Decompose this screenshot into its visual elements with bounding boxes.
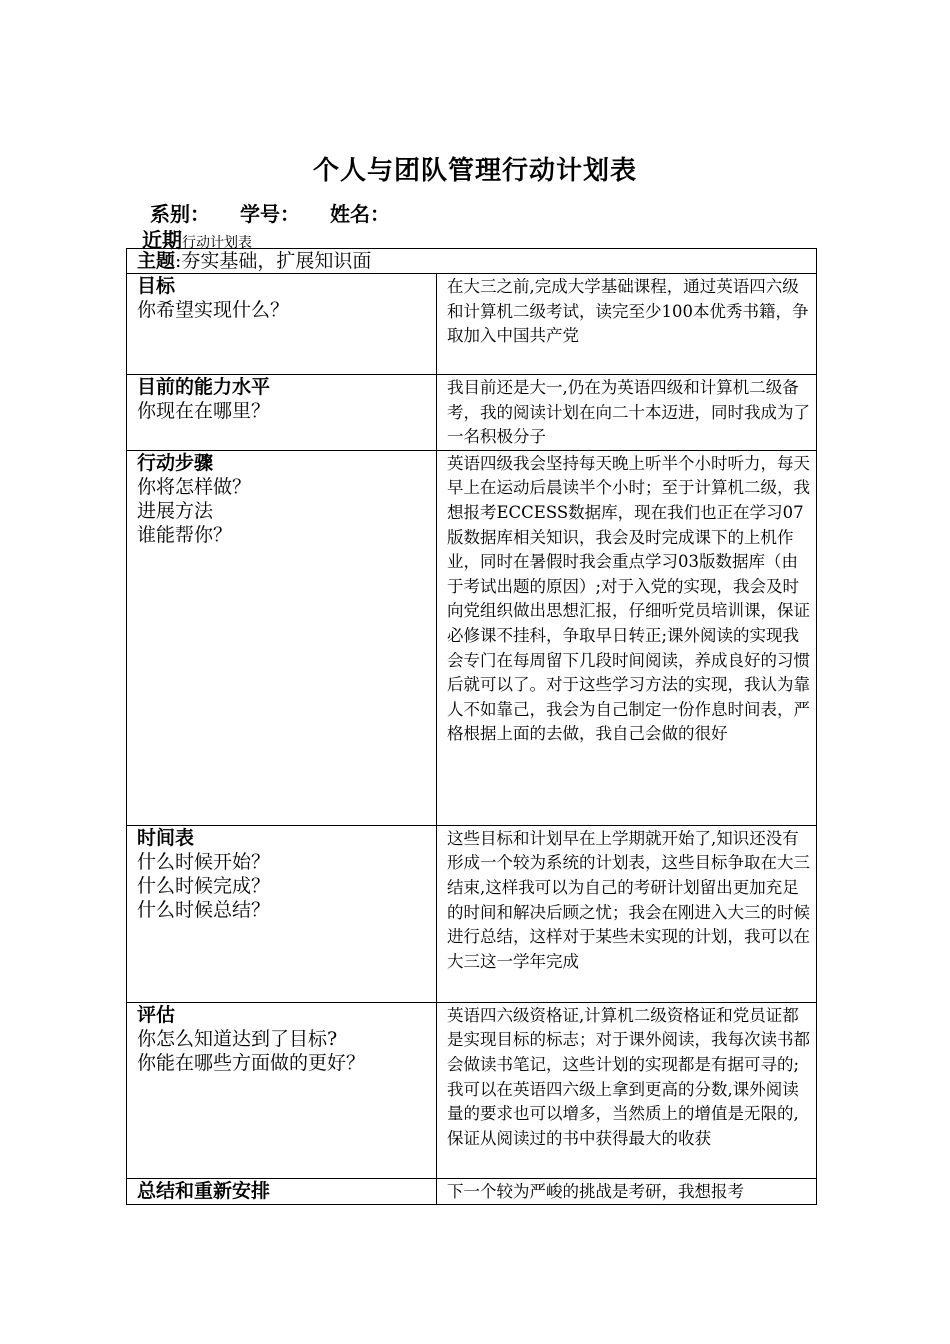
row-heading: 评估 [137, 1003, 176, 1026]
row-question: 你将怎样做？ [137, 475, 252, 498]
period-label: 近期 [142, 228, 182, 252]
evaluation-answer: 英语四六级资格证,计算机二级资格证和党员证都是实现目标的标志；对于课外阅读，我每次读书都会做读书笔记，这些计划的实现都是有据可寻的;我可以在英语四六级上拿到更高的分数,课外阅读量的要求也可以增多，当然质上的增值是无限的,保证从阅读过的书中获得最大的收获 [437, 1002, 817, 1178]
row-heading: 行动步骤 [137, 451, 214, 474]
row-question: 进展方法 [137, 499, 214, 522]
document-title: 个人与团队管理行动计划表 [312, 156, 637, 186]
goal-answer: 在大三之前,完成大学基础课程，通过英语四六级和计算机二级考试，读完至少100本优秀书籍，争取加入中国共产党 [437, 274, 817, 375]
summary-row [127, 1178, 817, 1205]
timetable-answer: 这些目标和计划早在上学期就开始了,知识还没有形成一个较为系统的计划表，这些目标争取在大三结束,这样我可以为自己的考研计划留出更加充足的时间和解决后顾之忧；我会在刚进入大三的时候进行总结，这样对于某些未实现的计划，我可以在大三这一学年完成 [437, 825, 817, 1002]
evaluation-row [127, 1002, 817, 1178]
row-question: 你怎么知道达到了目标? [137, 1027, 338, 1050]
theme-row [127, 249, 817, 274]
name-label: 姓名： [330, 202, 390, 226]
department-label: 系别： [150, 202, 210, 226]
theme-label: 主题 [137, 250, 176, 272]
row-question: 谁能帮你？ [137, 523, 233, 546]
row-question: 什么时候开始？ [137, 850, 271, 873]
summary-answer: 下一个较为严峻的挑战是考研，我想报考 [437, 1178, 817, 1205]
ability-prompt-cell [127, 375, 437, 451]
row-heading: 目标 [137, 275, 176, 297]
theme-cell [127, 249, 817, 274]
row-question: 什么时候完成？ [137, 874, 271, 897]
row-heading: 时间表 [137, 826, 195, 849]
action-steps-row [127, 450, 817, 825]
evaluation-prompt-cell [127, 1002, 437, 1178]
summary-prompt-cell [127, 1178, 437, 1205]
student-info-line [150, 198, 420, 227]
ability-row [127, 375, 817, 451]
theme-value: :夯实基础，扩展知识面 [175, 250, 372, 272]
row-heading: 目前的能力水平 [137, 376, 271, 398]
timetable-prompt-cell [127, 825, 437, 1002]
row-question: 你希望实现什么？ [137, 299, 290, 321]
goal-prompt-cell [127, 274, 437, 375]
row-heading: 总结和重新安排 [137, 1179, 271, 1202]
row-question: 你现在在哪里？ [137, 400, 271, 422]
row-question: 你能在哪些方面做的更好？ [137, 1051, 366, 1074]
ability-answer: 我目前还是大一,仍在为英语四级和计算机二级备考，我的阅读计划在向二十本迈进，同时我成为了一名积极分子 [437, 375, 817, 451]
action-steps-answer: 英语四级我会坚持每天晚上听半个小时听力，每天早上在运动后晨读半个小时；至于计算机二级，我想报考ECCESS数据库，现在我们也正在学习07版数据库相关知识，我会及时完成课下的上机作业，同时在暑假时我会重点学习03版数据库（由于考试出题的原因）;对于入党的实现，我会及时向党组织做出思想汇报，仔细听党员培训课，保证必修课不挂科，争取早日转正;课外阅读的实现我会专门在每周留下几段时间阅读，养成良好的习惯后就可以了。对于这些学习方法的实现，我认为靠人不如靠己，我会为自己制定一份作息时间表，严格根据上面的去做，我自己会做的很好 [437, 450, 817, 825]
student-id-label: 学号： [240, 202, 300, 226]
timetable-row [127, 825, 817, 1002]
goal-row [127, 274, 817, 375]
row-question: 什么时候总结？ [137, 898, 271, 921]
action-steps-prompt-cell [127, 450, 437, 825]
period-subtitle: 行动计划表 [182, 235, 252, 251]
action-plan-table [126, 248, 817, 1205]
